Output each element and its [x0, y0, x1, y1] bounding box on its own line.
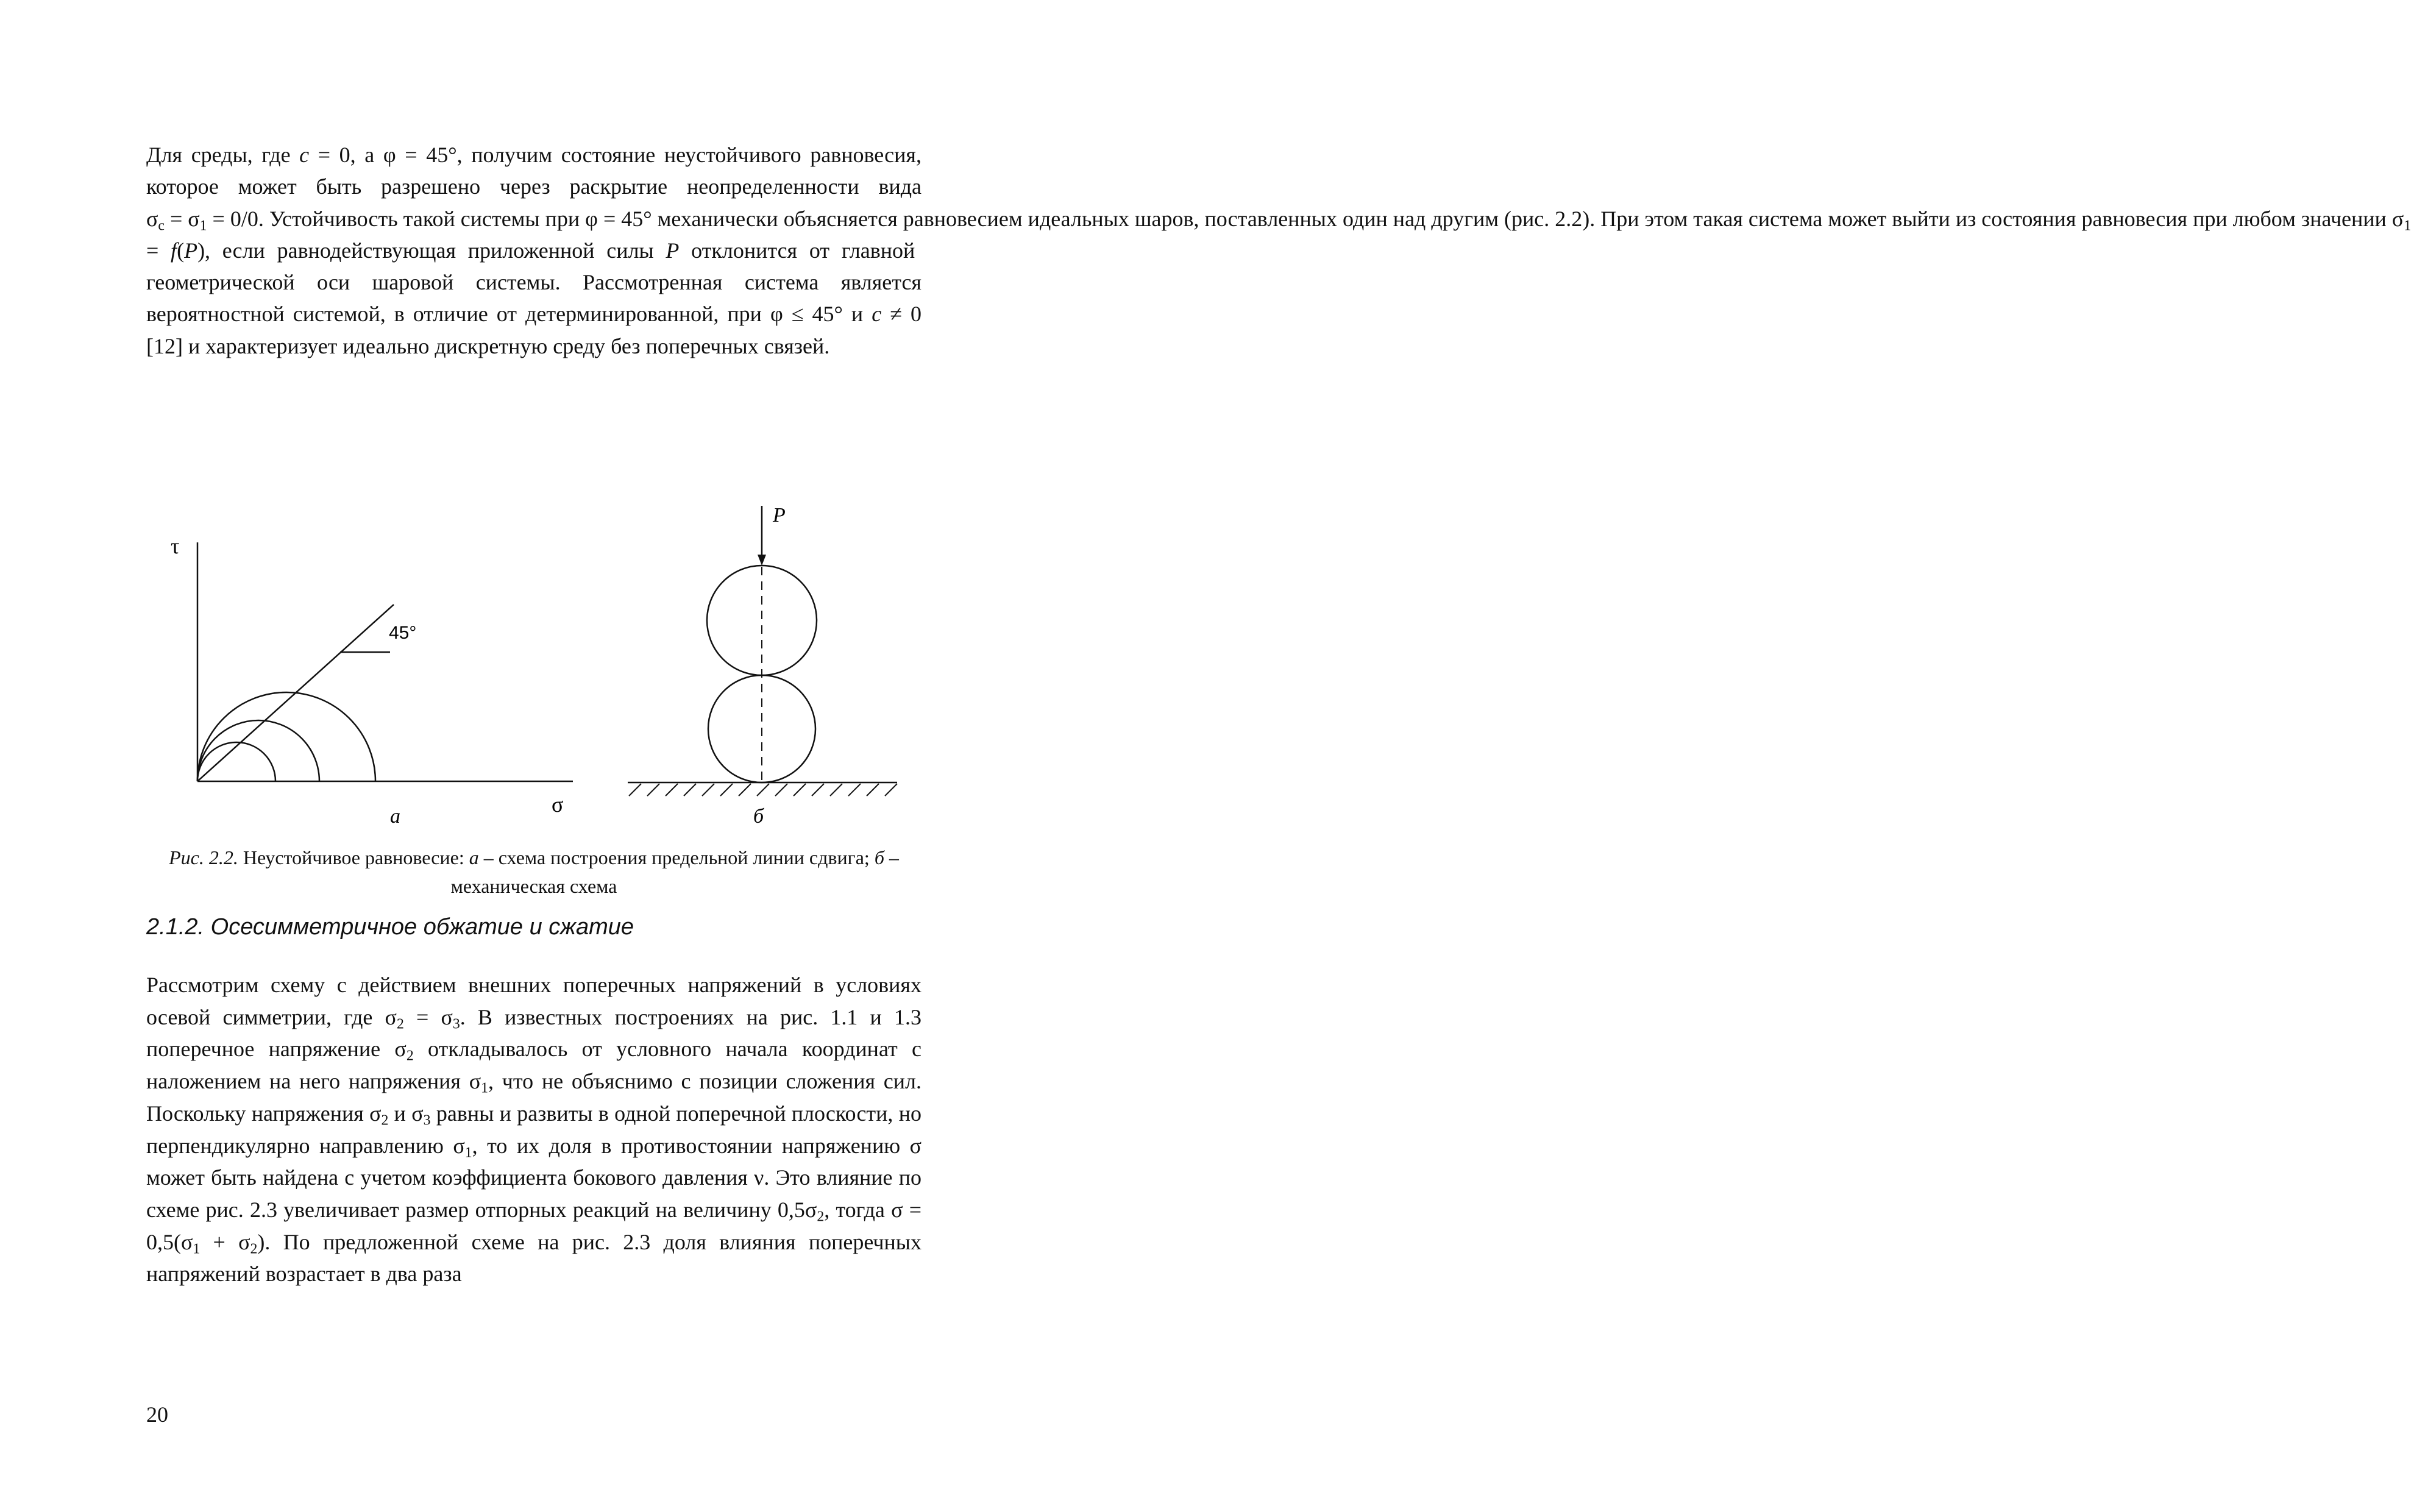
ground-hatching [629, 784, 897, 796]
tau-label: τ [171, 534, 180, 558]
sigma-label: σ [552, 792, 564, 817]
paragraph-unstable-equilibrium: Для среды, где c = 0, а φ = 45°, получим состояние неустойчивого равновесия, которое может быть разрешено через раскрытие неопределенности вида $\sigma_c = \sigma_1 = 0/0$. Устойчивость такой системы при φ = 45° механически объясняется равновесием идеальных шаров, поставленных один над другим (рис. 2.2). При этом такая система может выйти из состояния равновесия при любом значении $\sigma_1 = f(P)$, если равнодействующая приложенной силы P отклонится от главной геометрической оси шаровой системы. Рассмотренная система является вероятностной системой, в отличие от детерминированной, при φ ≤ 45° и c ≠ 0 [12] и характеризует идеально дискретную среду без поперечных связей. [146, 143, 2411, 358]
force-arrowhead [758, 555, 766, 566]
panel-b-label: б [753, 805, 764, 828]
panel-b-ball-stack [628, 506, 897, 796]
figure-ref: Рис. 2.2. [169, 847, 238, 868]
mohr-circle-medium [197, 720, 319, 781]
panel-a-label: а [390, 805, 400, 828]
var-c: c [299, 143, 310, 167]
mohr-circle-small [197, 742, 275, 781]
section-heading: 2.1.2. Осесимметричное обжатие и сжатие [146, 914, 634, 940]
paragraph-axisymmetric: Рассмотрим схему с действием внешних поперечных напряжений в условиях осевой симметрии, где $\sigma_2 = \sigma_3$. В известных построениях на рис. 1.1 и 1.3 поперечное напряжение $\sigma_2$ откладывалось от условного начала координат с наложением на него напряжения $\sigma_1$, что не объяснимо с позиции сложения сил. Поскольку напряжения $\sigma_2$ и $\sigma_3$ равны и развиты в одной поперечной плоскости, но перпендикулярно направлению $\sigma_1$, то их доля в противостоянии напряжению σ может быть найдена с учетом коэффициента бокового давления ν. Это влияние по схеме рис. 2.3 увеличивает размер отпорных реакций на величину $0,5\sigma_2$, тогда $\sigma = 0,5(\sigma_1 + \sigma_2)$. По предложенной схеме на рис. 2.3 доля влияния поперечных напряжений возрастает в два раза [146, 973, 922, 1287]
page-number: 20 [146, 1402, 168, 1427]
panel-a-mohr-diagram [197, 542, 573, 781]
limit-line-45 [197, 605, 394, 781]
figure-2-2 [146, 500, 921, 841]
force-label: P [773, 504, 786, 527]
angle-label: 45° [389, 623, 417, 643]
mohr-circle-large [197, 692, 375, 781]
figure-caption: Рис. 2.2. Неустойчивое равновесие: а – схема построения предельной линии сдвига; б – механическая схема [169, 847, 899, 897]
